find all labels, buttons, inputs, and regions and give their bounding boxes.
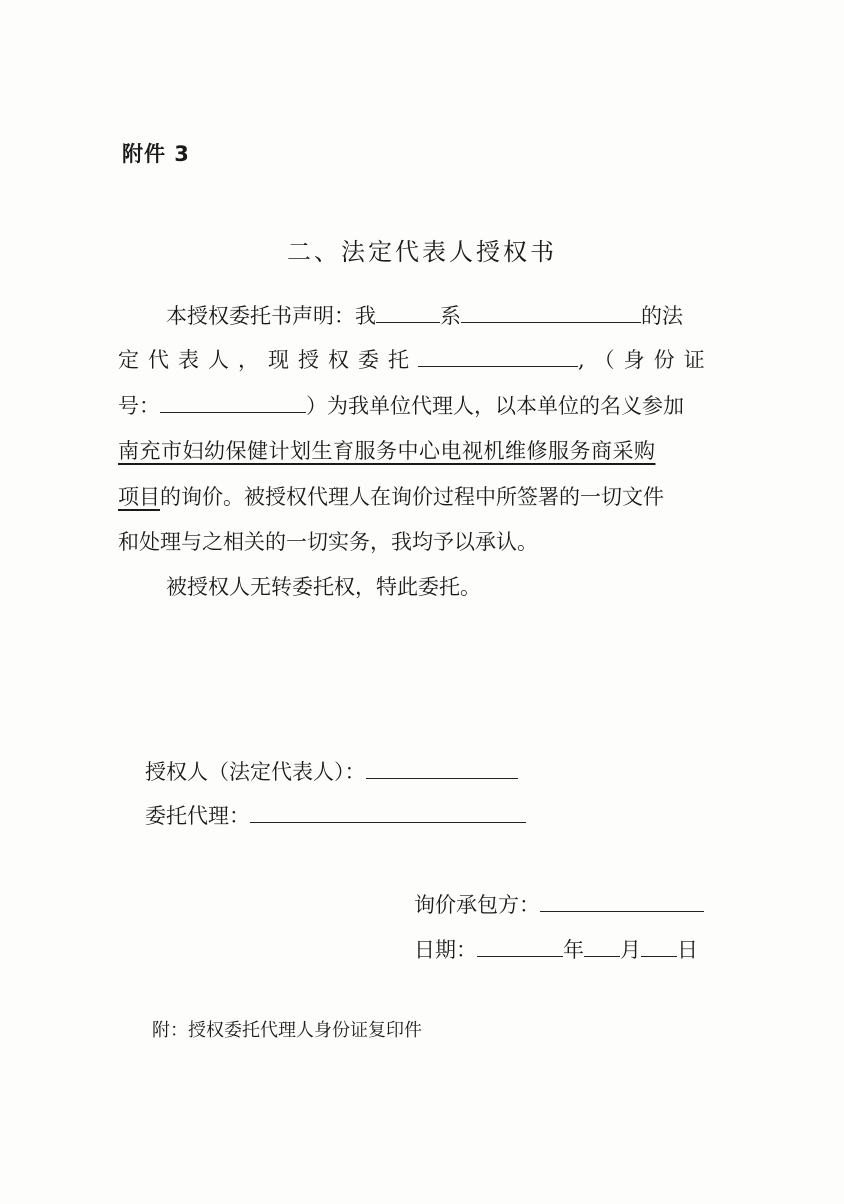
day-label: 日 [677,938,698,962]
grantor-signature-blank[interactable] [366,756,518,779]
authorize-text: 定代表人，现授权委托 [118,348,418,372]
date-label: 日期： [414,938,477,962]
body-line-2 [118,344,726,375]
body-line-3 [118,390,726,421]
id-number-label: 号： [118,394,160,418]
body-line-4 [118,436,726,466]
attachment-label: 附件 3 [122,142,190,166]
contractor-label: 询价承包方： [414,893,540,917]
id-label-text: ,（身份证 [578,348,714,372]
agent-name-blank[interactable] [418,344,578,367]
company-blank[interactable] [461,300,641,323]
body-line-1 [118,300,726,331]
agent-role-text: ）为我单位代理人，以本单位的名义参加 [306,394,684,418]
no-delegation-text: 被授权人无转委托权，特此委托。 [166,575,481,599]
day-blank[interactable] [641,934,677,957]
id-number-blank[interactable] [160,390,306,413]
inquiry-text: 的询价。被授权代理人在询价过程中所签署的一切文件 [160,485,664,509]
body-line-5 [118,482,726,512]
year-blank[interactable] [477,934,563,957]
declaration-text: 本授权委托书声明：我 [166,304,376,328]
agent-label: 委托代理： [145,804,250,828]
grantor-signature-row [145,756,518,787]
legal-of-text: 的法 [641,304,683,328]
month-blank[interactable] [584,934,620,957]
project-name-text: 南充市妇幼保健计划生育服务中心电视机维修服务商采购 [118,439,656,463]
body-line-7 [118,572,774,602]
contractor-signature-row [414,889,704,920]
agent-signature-blank[interactable] [250,800,526,823]
month-label: 月 [620,938,641,962]
date-row [414,934,698,965]
contractor-signature-blank[interactable] [540,889,704,912]
name-blank[interactable] [376,300,440,323]
project-suffix-text: 项目 [118,485,160,509]
grantor-label: 授权人（法定代表人）： [145,760,366,784]
attachment-note: 附：授权委托代理人身份证复印件 [152,1020,422,1041]
document-title: 二、法定代表人授权书 [287,238,557,266]
of-text: 系 [440,304,461,328]
body-line-6 [118,527,726,557]
acknowledge-text: 和处理与之相关的一切实务，我均予以承认。 [118,530,538,554]
year-label: 年 [563,938,584,962]
agent-signature-row [145,800,526,831]
